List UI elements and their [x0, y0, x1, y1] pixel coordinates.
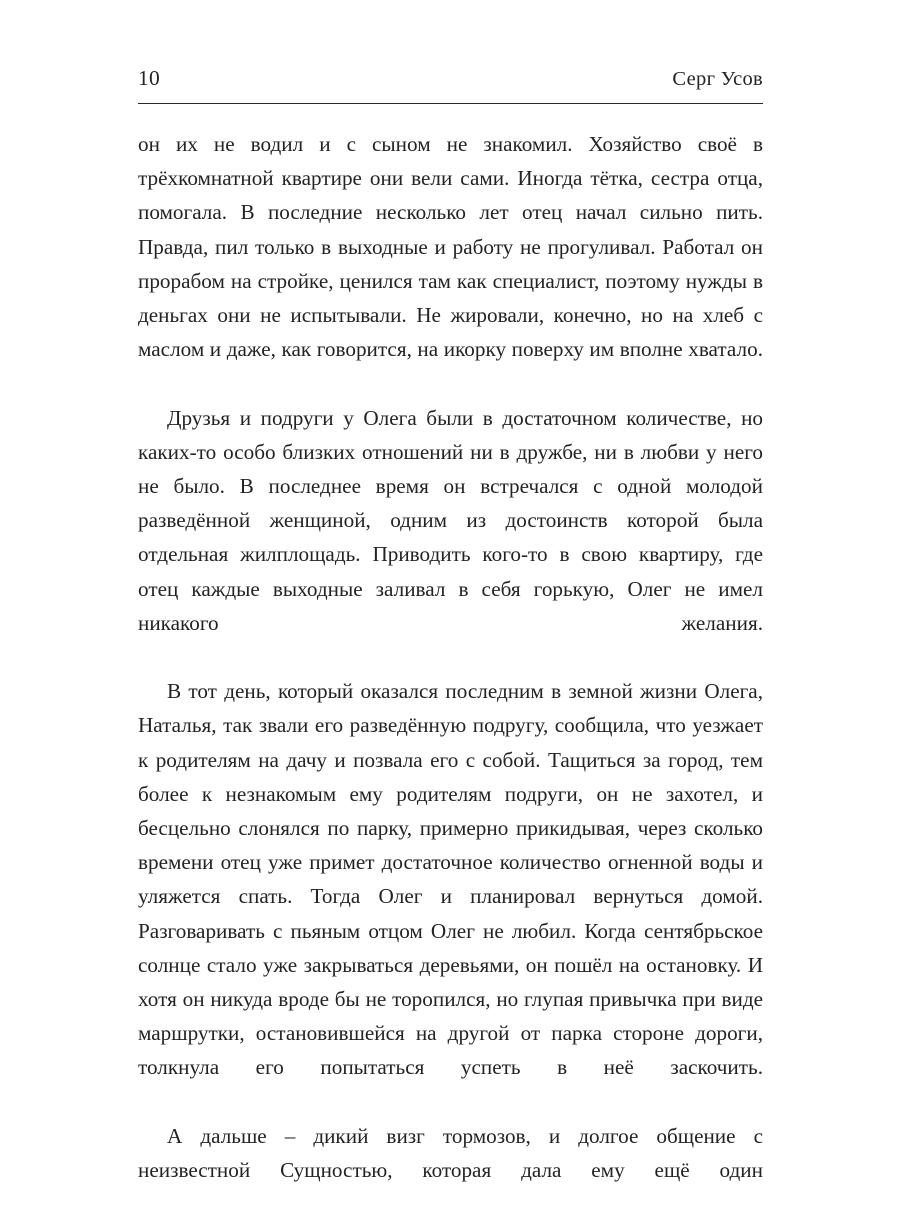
paragraph-4: А дальше – дикий визг тормозов, и долгое общение с неизвестной Сущностью, которая дала ему ещё один — [138, 1123, 763, 1183]
running-head — [138, 64, 763, 93]
page-number: 10 — [138, 66, 160, 90]
body-text-block — [138, 127, 763, 1222]
author-running-head: Серг Усов — [672, 68, 763, 90]
paragraph-1: он их не водил и с сыном не знакомил. Хозяйство своё в трёхкомнатной квартире они вели сами. Иногда тётка, сестра отца, помогала. В последние несколько лет отец начал сильно пить. Правда, пил только в выходные и работу не прогуливал. Работал он прорабом на стройке, ценился там как специалист, поэтому нужды в деньгах они не испытывали. Не жировали, конечно, но на хлеб с маслом и даже, как говорится, на икорку поверху им вполне хватало. — [138, 132, 763, 362]
paragraph-3: В тот день, который оказался последним в земной жизни Олега, Наталья, так звали его разведённую подругу, сообщила, что уезжает к родителям на дачу и позвала его с собой. Тащиться за город, тем более к незнакомым ему родителям подруги, он не захотел, и бесцельно слонялся по парку, примерно прикидывая, через сколько времени отец уже примет достаточное количество огненной воды и уляжется спать. Тогда Олег и планировал вернуться домой. Разговаривать с пьяным отцом Олег не любил. Когда сентябрьское солнце стало уже закрываться деревьями, он пошёл на остановку. И хотя он никуда вроде бы не торопился, но глупая привычка при виде маршрутки, остановившейся на другой от парка стороне дороги, толкнула его попытаться успеть в неё заскочить. — [138, 679, 763, 1080]
header-rule — [138, 103, 763, 104]
paragraph-2: Друзья и подруги у Олега были в достаточном количестве, но каких-то особо близких отношений ни в дружбе, ни в любви у него не было. В последнее время он встречался с одной молодой разведённой женщиной, одним из достоинств которой была отдельная жилплощадь. Приводить кого-то в свою квартиру, где отец каждые выходные заливал в себя горькую, Олег не имел никакого желания. — [138, 405, 763, 635]
